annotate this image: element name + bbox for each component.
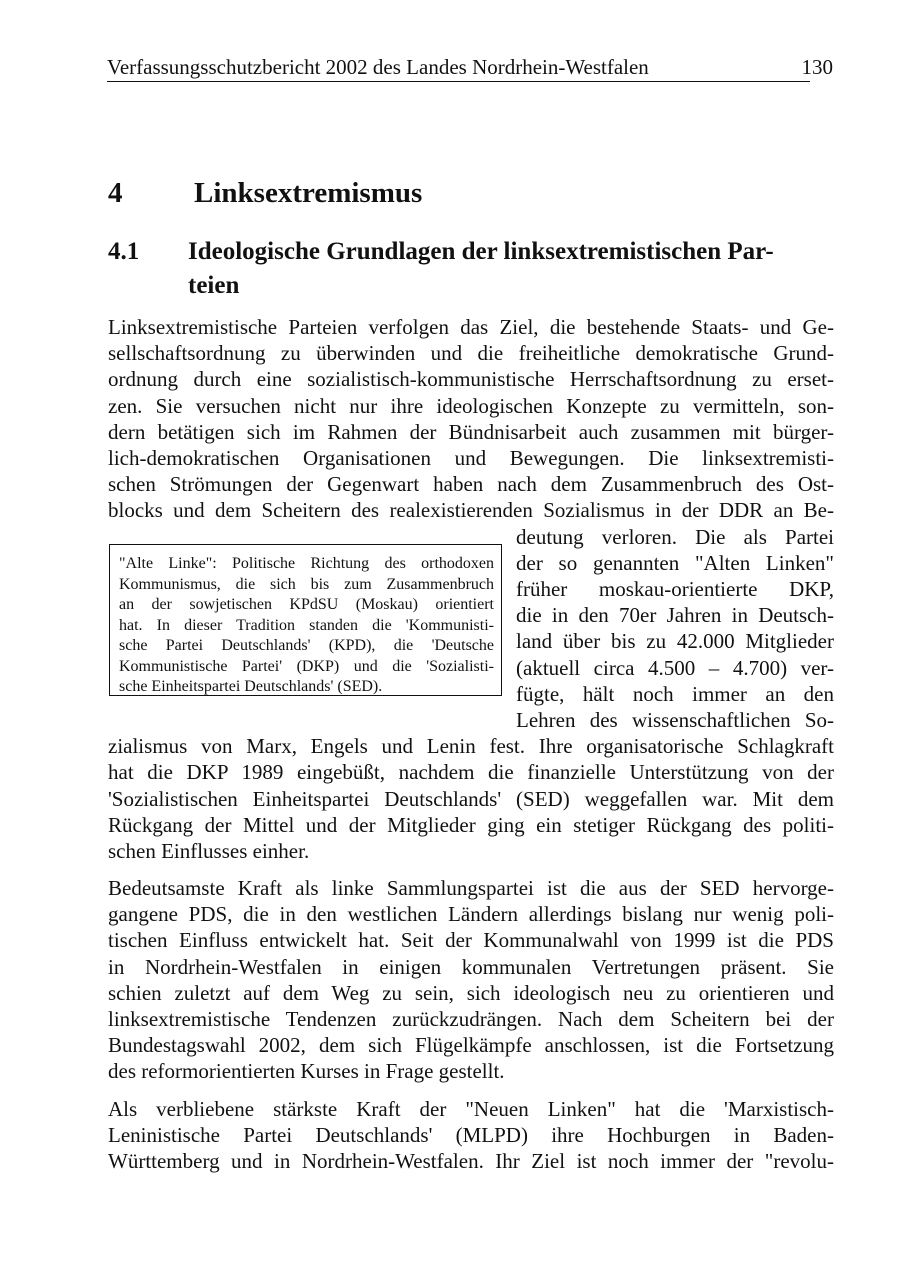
chapter-number: 4 <box>108 177 123 209</box>
text-line: des reformorientierten Kurses in Frage gestellt. <box>108 1059 505 1084</box>
text-line: dern betätigen sich im Rahmen der Bündnisarbeit auch zusammen mit bürger- <box>108 419 834 444</box>
text-line: Bedeutsamste Kraft als linke Sammlungspartei ist die aus der SED hervorge- <box>108 876 834 900</box>
text-line: schen Strömungen der Gegenwart haben nach dem Zusammenbruch des Ost- <box>108 472 834 497</box>
text-line: sellschaftsordnung zu überwinden und die freiheitliche demokratische Grund- <box>108 341 834 366</box>
text-line: land über bis zu 42.000 Mitglieder <box>516 629 834 654</box>
text-line: Württemberg und in Nordrhein-Westfalen. Ihr Ziel ist noch immer der "revolu- <box>108 1149 834 1174</box>
section-title-line: teien <box>188 272 240 299</box>
text-line: schen Einflusses einher. <box>108 839 310 863</box>
definition-line: "Alte Linke": Politische Richtung des orthodoxen <box>119 555 494 572</box>
running-header <box>107 54 833 82</box>
section-title-line: Ideologische Grundlagen der linksextremistischen Par- <box>188 238 774 265</box>
text-line: (aktuell circa 4.500 – 4.700) ver- <box>516 655 834 680</box>
text-line: Als verbliebene stärkste Kraft der "Neuen Linken" hat die 'Marxistisch- <box>108 1097 834 1121</box>
text-line: Lehren des wissenschaftlichen So- <box>516 708 834 732</box>
text-line: Linksextremistische Parteien verfolgen das Ziel, die bestehende Staats- und Ge- <box>108 315 834 339</box>
text-line: zialismus von Marx, Engels und Lenin fest. Ihre organisatorische Schlagkraft <box>108 734 834 759</box>
text-line: zen. Sie versuchen nicht nur ihre ideologischen Konzepte zu vermitteln, son- <box>108 393 834 418</box>
text-line: ordnung durch eine sozialistisch-kommunistische Herrschaftsordnung zu erset- <box>108 367 834 392</box>
text-line: deutung verloren. Die als Partei <box>516 524 834 549</box>
text-line: schien zuletzt auf dem Weg zu sein, sich ideologisch neu zu orientieren und <box>108 980 834 1005</box>
definition-line: sche Partei Deutschlands' (KPD), die 'Deutsche <box>119 637 494 654</box>
text-line: hat die DKP 1989 eingebüßt, nachdem die finanzielle Unterstützung von der <box>108 760 834 785</box>
text-line: 'Sozialistischen Einheitspartei Deutschlands' (SED) weggefallen war. Mit dem <box>108 786 834 811</box>
text-line: in Nordrhein-Westfalen in einigen kommunalen Vertretungen präsent. Sie <box>108 954 834 979</box>
text-line: Leninistische Partei Deutschlands' (MLPD) ihre Hochburgen in Baden- <box>108 1123 834 1148</box>
definition-line: Kommunistische Partei' (DKP) und die 'Sozialisti- <box>119 657 494 675</box>
header-title: Verfassungsschutzbericht 2002 des Landes Nordrhein-Westfalen <box>107 55 649 79</box>
header-rule <box>107 81 810 82</box>
definition-box <box>109 544 502 696</box>
text-line: Rückgang der Mittel und der Mitglieder ging ein stetiger Rückgang des politi- <box>108 812 834 837</box>
definition-line: hat. In dieser Tradition standen die 'Kommunisti- <box>119 616 494 634</box>
definition-line: sche Einheitspartei Deutschlands' (SED). <box>119 678 383 695</box>
chapter-heading <box>108 170 422 216</box>
page-number: 130 <box>801 55 833 79</box>
section-number: 4.1 <box>108 238 140 265</box>
chapter-title: Linksextremismus <box>194 177 423 209</box>
text-line: Bundestagswahl 2002, dem sich Flügelkämpfe anschlossen, ist die Fortsetzung <box>108 1033 834 1058</box>
text-line: der so genannten "Alten Linken" <box>516 550 834 575</box>
text-line: fügte, hält noch immer an den <box>516 681 834 706</box>
text-line: blocks und dem Scheitern des realexistierenden Sozialismus in der DDR an Be- <box>108 498 834 523</box>
text-line: tischen Einfluss entwickelt hat. Seit der Kommunalwahl von 1999 ist die PDS <box>108 928 834 953</box>
text-line: früher moskau-orientierte DKP, <box>516 577 834 601</box>
text-line: lich-demokratischen Organisationen und Bewegungen. Die linksextremisti- <box>108 446 834 470</box>
text-line: linksextremistische Tendenzen zurückzudrängen. Nach dem Scheitern bei der <box>108 1007 834 1031</box>
definition-line: Kommunismus, die sich bis zum Zusammenbruch <box>119 575 494 593</box>
definition-line: an der sowjetischen KPdSU (Moskau) orientiert <box>119 596 494 613</box>
text-line: die in den 70er Jahren in Deutsch- <box>516 603 834 628</box>
text-line: gangene PDS, die in den westlichen Ländern allerdings bislang nur wenig poli- <box>108 902 834 927</box>
